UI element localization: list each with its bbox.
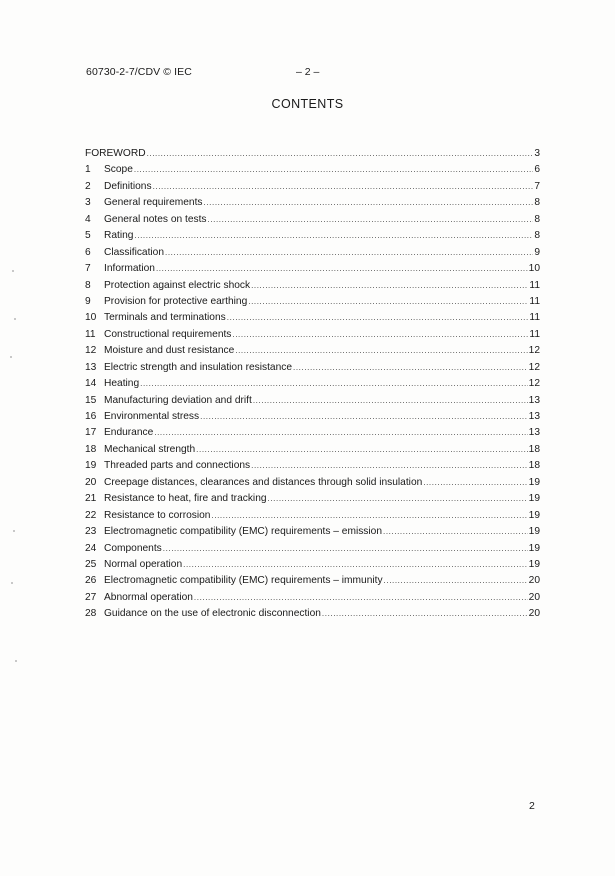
toc-entry-number: 10 <box>85 312 97 324</box>
scan-speck <box>12 270 14 272</box>
toc-entry-title: Threaded parts and connections <box>104 460 251 472</box>
toc-entry-title: Resistance to heat, fire and tracking <box>104 493 267 505</box>
toc-dot-leader <box>211 508 527 524</box>
toc-entry-page: 8 <box>534 230 540 242</box>
scan-speck <box>13 530 15 532</box>
toc-entry-number: 28 <box>85 608 97 620</box>
toc-entry-title: Creepage distances, clearances and distances through solid insulation <box>104 476 423 488</box>
toc-dot-leader <box>235 343 527 359</box>
toc-entry-title: Moisture and dust resistance <box>104 345 235 357</box>
toc-entry <box>85 360 540 376</box>
toc-entry-title: Rating <box>104 230 134 242</box>
toc-entry-title: Classification <box>104 246 165 258</box>
toc-entry-page: 6 <box>534 164 540 176</box>
toc-entry-page: 3 <box>534 148 540 159</box>
toc-entry-title: Electromagnetic compatibility (EMC) requirements – emission <box>104 526 382 538</box>
toc-entry-number: 22 <box>85 509 97 521</box>
toc-entry-number: 6 <box>85 246 91 258</box>
toc-dot-leader <box>163 541 528 557</box>
toc-entry-page: 19 <box>528 476 540 488</box>
toc-entry-page: 12 <box>528 378 540 390</box>
toc-entry-title: Definitions <box>104 180 152 192</box>
toc-entry <box>85 524 540 540</box>
toc-dot-leader <box>194 590 528 606</box>
toc-entry <box>85 146 540 162</box>
toc-dot-leader <box>183 557 528 573</box>
toc-entry-page: 19 <box>528 558 540 570</box>
toc-entry <box>85 409 540 425</box>
toc-dot-leader <box>196 442 527 458</box>
toc-entry <box>85 162 540 178</box>
toc-entry <box>85 245 540 261</box>
toc-entry <box>85 393 540 409</box>
toc-entry <box>85 606 540 622</box>
toc-dot-leader <box>204 195 534 211</box>
toc-entry <box>85 278 540 294</box>
toc-dot-leader <box>268 491 528 507</box>
toc-dot-leader <box>147 146 534 162</box>
toc-entry-number: 11 <box>85 328 96 340</box>
toc-entry-number: 21 <box>85 493 97 505</box>
toc-entry-number: 27 <box>85 591 97 603</box>
toc-entry-title: FOREWORD <box>85 148 146 159</box>
toc-entry-page: 13 <box>528 394 540 406</box>
toc-dot-leader <box>154 425 527 441</box>
toc-entry-title: Scope <box>104 164 133 176</box>
toc-entry-number: 24 <box>85 542 97 554</box>
toc-entry <box>85 491 540 507</box>
toc-entry <box>85 425 540 441</box>
scan-speck <box>14 318 16 320</box>
toc-entry <box>85 327 540 343</box>
toc-entry-page: 12 <box>528 345 540 357</box>
toc-entry <box>85 179 540 195</box>
toc-entry <box>85 573 540 589</box>
toc-entry-page: 19 <box>528 542 540 554</box>
toc-entry-page: 19 <box>528 509 540 521</box>
toc-dot-leader <box>153 179 534 195</box>
toc-entry-page: 11 <box>529 295 540 307</box>
toc-entry <box>85 195 540 211</box>
toc-entry-number: 7 <box>85 263 91 275</box>
toc-entry-title: Constructional requirements <box>104 328 232 340</box>
toc-entry-number: 8 <box>85 279 91 291</box>
toc-entry-title: Resistance to corrosion <box>104 509 211 521</box>
toc-entry <box>85 261 540 277</box>
toc-dot-leader <box>165 245 533 261</box>
toc-entry-title: General requirements <box>104 197 203 209</box>
toc-entry-number: 16 <box>85 411 97 422</box>
toc-entry-number: 25 <box>85 558 97 570</box>
toc-dot-leader <box>248 294 528 310</box>
toc-entry-title: Terminals and terminations <box>104 312 226 324</box>
scan-speck <box>10 356 12 358</box>
toc-entry-page: 20 <box>528 575 540 587</box>
toc-entry-page: 20 <box>528 591 540 603</box>
page-number: 2 <box>529 800 535 812</box>
toc-dot-leader <box>383 524 528 540</box>
toc-entry-number: 9 <box>85 295 91 307</box>
toc-dot-leader <box>134 228 533 244</box>
toc-dot-leader <box>156 261 528 277</box>
toc-entry-page: 11 <box>529 328 540 340</box>
toc-entry-title: Components <box>104 542 162 554</box>
toc-entry-page: 19 <box>528 493 540 505</box>
toc-entry-title: Electric strength and insulation resistance <box>104 361 293 373</box>
toc-entry <box>85 541 540 557</box>
toc-dot-leader <box>423 475 527 491</box>
toc-entry-page: 11 <box>529 279 540 291</box>
toc-entry-number: 26 <box>85 575 97 587</box>
toc-entry-page: 13 <box>528 411 540 422</box>
toc-entry-page: 9 <box>534 246 540 258</box>
toc-entry-number: 4 <box>85 213 91 225</box>
toc-entry <box>85 590 540 606</box>
toc-entry-number: 2 <box>85 180 91 192</box>
toc-entry <box>85 458 540 474</box>
toc-entry-page: 12 <box>528 361 540 373</box>
toc-entry-number: 13 <box>85 361 97 373</box>
toc-dot-leader <box>227 310 529 326</box>
toc-entry-number: 20 <box>85 476 97 488</box>
toc-dot-leader <box>251 278 528 294</box>
toc-entry-page: 18 <box>528 443 540 455</box>
scan-speck <box>15 660 17 662</box>
toc-entry-title: Abnormal operation <box>104 591 193 603</box>
toc-entry <box>85 228 540 244</box>
toc-dot-leader <box>384 573 528 589</box>
toc-entry-number: 15 <box>85 394 97 406</box>
toc-dot-leader <box>251 458 528 474</box>
toc-entry-title: Protection against electric shock <box>104 279 251 291</box>
toc-entry-number: 18 <box>85 443 97 455</box>
toc-entry-title: Guidance on the use of electronic disconnection <box>104 608 321 620</box>
toc-entry <box>85 442 540 458</box>
toc-entry-title: Electromagnetic compatibility (EMC) requirements – immunity <box>104 575 383 587</box>
toc-entry <box>85 212 540 228</box>
page-title: CONTENTS <box>271 97 344 111</box>
toc-entry <box>85 343 540 359</box>
toc-entry-title: Information <box>104 263 155 275</box>
document-id: 60730-2-7/CDV © IEC <box>86 66 192 78</box>
toc-entry-title: Provision for protective earthing <box>104 295 248 307</box>
toc-entry-number: 5 <box>85 230 91 242</box>
toc-dot-leader <box>134 162 533 178</box>
toc-entry-title: Normal operation <box>104 558 183 570</box>
toc-dot-leader <box>140 376 528 392</box>
toc-entry-number: 19 <box>85 460 97 472</box>
toc-entry-number: 3 <box>85 197 91 209</box>
toc-entry-number: 12 <box>85 345 97 357</box>
toc-entry <box>85 557 540 573</box>
scan-speck <box>11 582 13 584</box>
toc-entry-number: 23 <box>85 526 97 538</box>
toc-entry-page: 19 <box>528 526 540 538</box>
toc-dot-leader <box>200 409 528 425</box>
toc-entry-number: 17 <box>85 427 97 439</box>
toc-entry-page: 20 <box>528 608 540 620</box>
toc-dot-leader <box>208 212 534 228</box>
toc-dot-leader <box>322 606 528 622</box>
toc-entry-number: 1 <box>85 164 91 176</box>
toc-entry-page: 13 <box>528 427 540 439</box>
toc-entry-title: Environmental stress <box>104 411 200 422</box>
toc-entry <box>85 376 540 392</box>
toc-entry-number: 14 <box>85 378 97 390</box>
page-marker: – 2 – <box>296 66 320 78</box>
toc-entry-title: General notes on tests <box>104 213 207 225</box>
toc-entry-page: 18 <box>528 460 540 472</box>
toc-entry <box>85 294 540 310</box>
toc-entry-title: Manufacturing deviation and drift <box>104 394 252 406</box>
toc-entry-page: 7 <box>534 180 540 192</box>
toc-entry-title: Endurance <box>104 427 154 439</box>
table-of-contents <box>85 146 540 623</box>
toc-dot-leader <box>293 360 528 376</box>
toc-entry <box>85 508 540 524</box>
toc-dot-leader <box>253 393 528 409</box>
toc-entry-page: 11 <box>529 312 540 324</box>
toc-entry-page: 8 <box>534 213 540 225</box>
toc-entry-title: Mechanical strength <box>104 443 196 455</box>
toc-entry-page: 10 <box>528 263 540 275</box>
toc-entry <box>85 475 540 491</box>
toc-entry-page: 8 <box>534 197 540 209</box>
toc-dot-leader <box>232 327 528 343</box>
toc-entry-title: Heating <box>104 378 140 390</box>
toc-entry <box>85 310 540 326</box>
